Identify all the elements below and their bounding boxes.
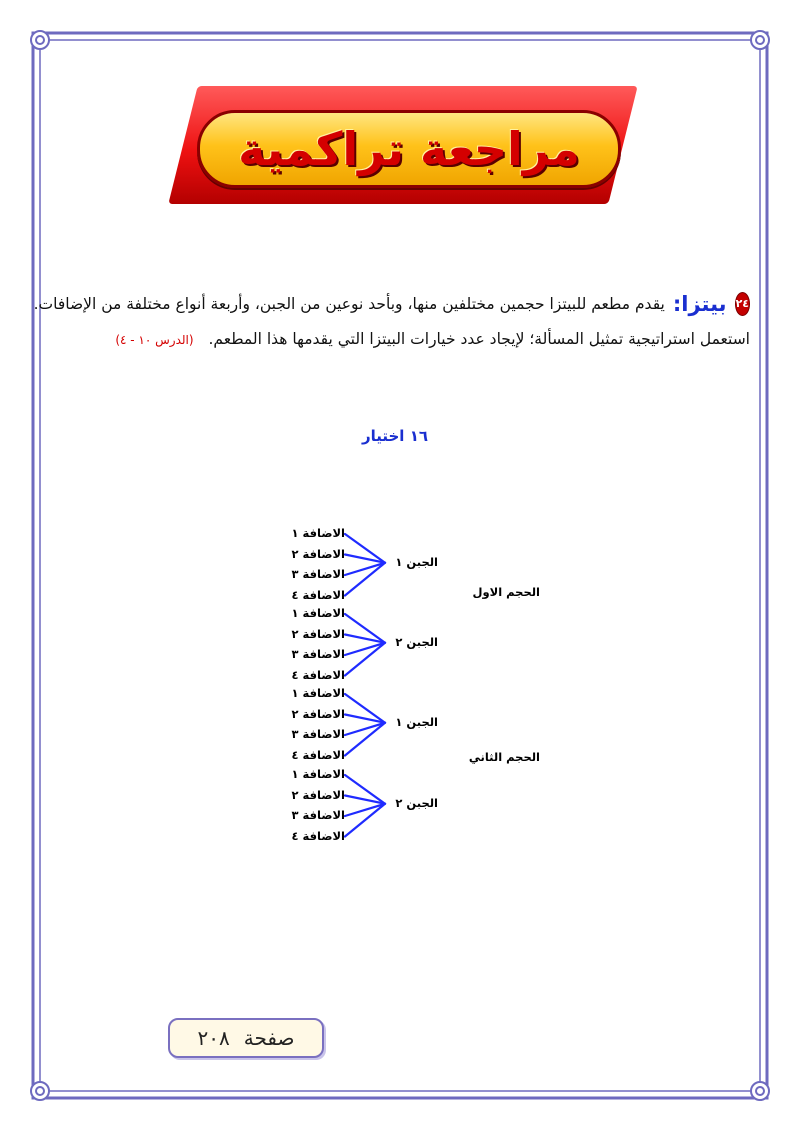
topping-label: الاضافة ٤ (291, 747, 345, 762)
topping-label: الاضافة ٢ (291, 546, 345, 561)
topping-label: الاضافة ٣ (291, 727, 345, 741)
lesson-reference: (الدرس ١٠ - ٤) (115, 333, 194, 347)
cheese-label: الجبن ١ (395, 714, 438, 729)
topping-label: الاضافة ٤ (291, 828, 345, 843)
topping-label: الاضافة ١ (291, 526, 345, 540)
cheese-label: الجبن ١ (395, 554, 438, 569)
exercise-line-2 (40, 324, 750, 355)
topping-label: الاضافة ٣ (291, 567, 345, 581)
topping-label: الاضافة ٢ (291, 626, 345, 641)
cheese-label: الجبن ٢ (395, 634, 438, 649)
size-label: الحجم الاول (472, 585, 540, 599)
topping-label: الاضافة ٤ (291, 587, 345, 602)
title-banner (175, 82, 635, 212)
exercise-text-line-1: يقدم مطعم للبيتزا حجمين مختلفين منها، وبأحد نوعين من الجبن، وأربعة أنواع مختلفة من الإضافات. (33, 295, 665, 313)
topping-label: الاضافة ٣ (291, 647, 345, 661)
topping-label: الاضافة ٢ (291, 787, 345, 802)
exercise-24 (33, 290, 750, 355)
topping-label: الاضافة ٣ (291, 808, 345, 822)
page-title: مراجعة تراكمية (238, 122, 580, 176)
topping-label: الاضافة ١ (291, 767, 345, 781)
cheese-label: الجبن ٢ (395, 795, 438, 810)
exercise-number-badge: ٢٤ (735, 292, 750, 316)
topping-label: الاضافة ١ (291, 606, 345, 620)
page-number: ٢٠٨ (197, 1026, 230, 1050)
topping-label: الاضافة ١ (291, 686, 345, 700)
exercise-text-line-2: استعمل استراتيجية تمثيل المسألة؛ لإيجاد عدد خيارات البيتزا التي يقدمها هذا المطعم. (208, 330, 750, 348)
topping-label: الاضافة ٤ (291, 667, 345, 682)
page-label: صفحة (243, 1026, 295, 1050)
topping-label: الاضافة ٢ (291, 706, 345, 721)
exercise-label: بيتزا: (672, 292, 727, 316)
page-number-box (168, 1018, 324, 1058)
answer-text: ١٦ اختيار (361, 427, 428, 445)
size-label: الحجم الثاني (468, 750, 540, 764)
exercise-line-1 (33, 290, 750, 318)
